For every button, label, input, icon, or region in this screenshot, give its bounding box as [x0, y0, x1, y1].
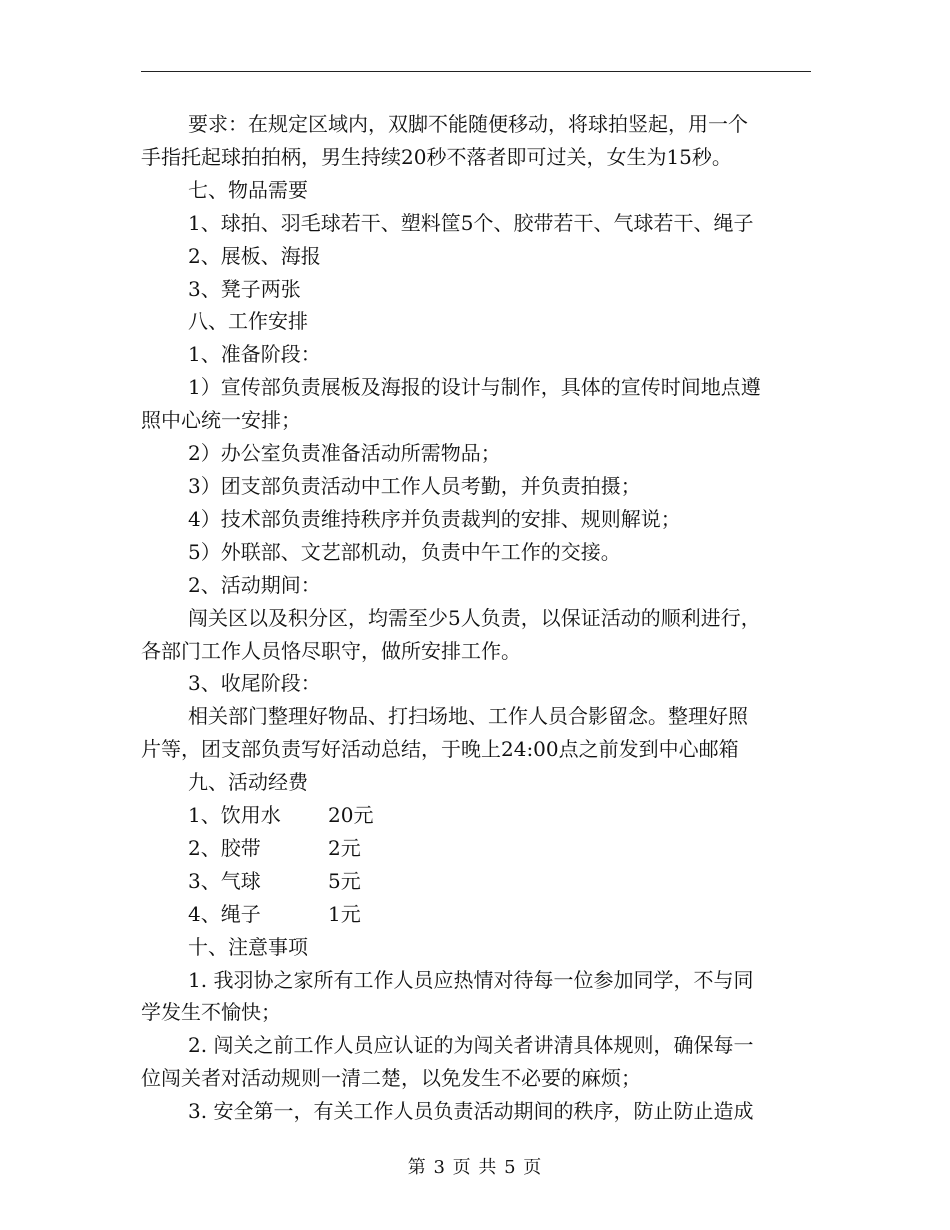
text-line: 十、注意事项 [188, 934, 308, 959]
text-line: 七、物品需要 [188, 177, 308, 202]
text-line: 1. 我羽协之家所有工作人员应热情对待每一位参加同学，不与同 [188, 967, 754, 992]
cost-amount: 20元 [328, 803, 374, 828]
text-line: 5）外联部、文艺部机动，负责中午工作的交接。 [188, 539, 621, 564]
text-line: 学发生不愉快； [141, 1000, 281, 1025]
text-line: 照中心统一安排； [141, 408, 301, 433]
text-line: 相关部门整理好物品、打扫场地、工作人员合影留念。整理好照 [188, 704, 748, 729]
header-rule [141, 71, 811, 72]
text-line: 要求：在规定区域内，双脚不能随便移动，将球拍竖起，用一个 [188, 112, 748, 136]
text-line: 2）办公室负责准备活动所需物品； [188, 441, 501, 466]
page-footer: 第 3 页 共 5 页 [407, 1157, 543, 1178]
cost-row [141, 898, 813, 931]
text-line: 片等，团支部负责写好活动总结，于晚上24:00点之前发到中心邮箱 [141, 737, 739, 762]
cost-list [141, 799, 813, 931]
text-line: 1）宣传部负责展板及海报的设计与制作，具体的宣传时间地点遵 [188, 375, 761, 400]
text-line: 手指托起球拍拍柄，男生持续20秒不落者即可过关，女生为15秒。 [141, 144, 732, 169]
text-line: 3）团支部负责活动中工作人员考勤，并负责拍摄； [188, 473, 641, 498]
text-line: 九、活动经费 [188, 770, 308, 795]
cost-row [141, 832, 813, 865]
text-line: 2. 闯关之前工作人员应认证的为闯关者讲清具体规则，确保每一 [188, 1033, 754, 1058]
cost-row [141, 865, 813, 898]
text-line: 3、收尾阶段： [188, 671, 321, 696]
text-line: 1、球拍、羽毛球若干、塑料筐5个、胶带若干、气球若干、绳子 [188, 210, 754, 235]
text-line: 位闯关者对活动规则一清二楚，以免发生不必要的麻烦； [141, 1066, 641, 1091]
cost-item: 1、饮用水 [188, 803, 281, 828]
cost-row [141, 799, 813, 832]
text-line: 3. 安全第一，有关工作人员负责活动期间的秩序，防止防止造成 [188, 1099, 754, 1124]
text-line: 4）技术部负责维持秩序并负责裁判的安排、规则解说； [188, 506, 681, 531]
text-line: 2、展板、海报 [188, 243, 321, 268]
text-line: 闯关区以及积分区，均需至少5人负责，以保证活动的顺利进行， [188, 605, 761, 630]
cost-amount: 5元 [328, 868, 361, 893]
cost-item: 4、绳子 [188, 901, 261, 926]
text-line: 1、准备阶段： [188, 342, 321, 367]
text-line: 各部门工作人员恪尽职守，做所安排工作。 [141, 638, 521, 663]
text-line: 2、活动期间： [188, 572, 321, 597]
text-line: 3、凳子两张 [188, 276, 301, 301]
text-line: 八、工作安排 [188, 309, 308, 334]
cost-amount: 2元 [328, 835, 361, 860]
document-body [141, 108, 813, 1128]
cost-item: 3、气球 [188, 868, 261, 893]
cost-amount: 1元 [328, 901, 361, 926]
section-before-costs [141, 108, 813, 799]
section-after-costs [141, 931, 813, 1128]
cost-item: 2、胶带 [188, 835, 261, 860]
